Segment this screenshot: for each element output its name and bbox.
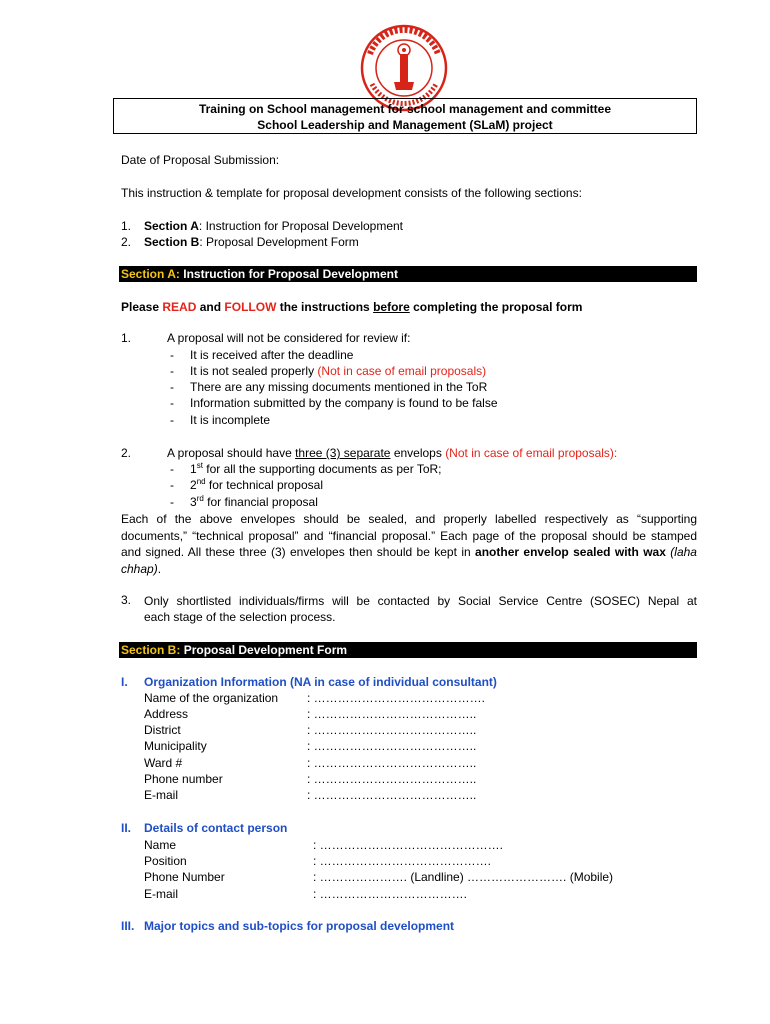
ward-field[interactable]: : ………………………………….. (307, 756, 477, 770)
field-label: District (144, 723, 181, 737)
field-label: Name (144, 838, 177, 852)
section-number: I. (121, 675, 128, 689)
item-1-text: A proposal will not be considered for review if: (167, 331, 411, 345)
read-and-follow-note: Please READ and FOLLOW the instructions before completing the proposal form (121, 300, 583, 314)
section-b-header: Section B: Proposal Development Form (119, 642, 697, 658)
list-item: It is not sealed properly (Not in case of email proposals) (190, 364, 487, 378)
major-topics-title: Major topics and sub-topics for proposal development (144, 919, 455, 933)
field-label: Position (144, 854, 187, 868)
field-label: Municipality (144, 739, 207, 753)
org-info-title: Organization Information (NA in case of individual consultant) (144, 675, 497, 689)
address-field[interactable]: : ………………………………….. (307, 707, 477, 721)
field-label: Name of the organization (144, 691, 279, 705)
contact-email-field[interactable]: : ………………………………. (313, 887, 468, 901)
list-item: It is incomplete (190, 413, 271, 427)
district-field[interactable]: : ………………………………….. (307, 723, 477, 737)
item-number: 1. (121, 331, 132, 345)
contact-phone-field[interactable]: : …………………. (Landline) ……………………. (Mobile) (313, 870, 614, 884)
list-item: There are any missing documents mentioned in the ToR (190, 380, 488, 394)
contact-person-title: Details of contact person (144, 821, 288, 835)
item-3-text: Only shortlisted individuals/firms will be contacted by Social Service Centre (SOSEC) Nepal at each stage of the selection process. (144, 594, 697, 624)
date-of-submission-label: Date of Proposal Submission: (121, 153, 280, 167)
field-label: Phone Number (144, 870, 225, 884)
organization-name-field[interactable]: : ……………………………………. (307, 691, 486, 705)
list-item: 1st for all the supporting documents as per ToR; (190, 461, 442, 476)
field-label: E-mail (144, 887, 179, 901)
title-line-2: School Leadership and Management (SLaM) project (257, 118, 553, 132)
document-title-box (113, 98, 697, 134)
section-list-item: 1. Section A: Instruction for Proposal Development (121, 219, 404, 233)
municipality-field[interactable]: : ………………………………….. (307, 739, 477, 753)
field-label: Phone number (144, 772, 223, 786)
title-line-1: Training on School management for school management and committee (198, 102, 612, 116)
item-2-text: A proposal should have three (3) separate envelops (Not in case of email proposals): (167, 446, 618, 460)
item-number: 2. (121, 446, 132, 460)
contact-position-field[interactable]: : ……………………………………. (313, 854, 492, 868)
field-label: Ward # (144, 756, 183, 770)
field-label: Address (144, 707, 189, 721)
list-item: Information submitted by the company is found to be false (190, 396, 498, 410)
section-number: III. (121, 919, 135, 933)
email-field[interactable]: : ………………………………….. (307, 788, 477, 802)
envelope-instructions-paragraph: Each of the above envelopes should be sealed, and properly labelled respectively as “supporting documents,” “technical proposal” and “financial proposal.” Each page of the proposal should be stamped and signed. All these three (3) envelopes then should be kept in another envelop sealed with wax (laha chhap). (121, 512, 697, 576)
list-item: It is received after the deadline (190, 348, 354, 362)
contact-name-field[interactable]: : ………………………………………. (313, 838, 504, 852)
field-label: E-mail (144, 788, 179, 802)
intro-instruction: This instruction & template for proposal development consists of the following sections: (121, 186, 582, 200)
section-number: II. (121, 821, 132, 835)
item-number: 3. (121, 593, 132, 607)
list-item: 2nd for technical proposal (190, 477, 323, 492)
list-item: 3rd for financial proposal (190, 494, 318, 509)
section-list-item: 2. Section B: Proposal Development Form (121, 235, 359, 249)
section-a-header: Section A: Instruction for Proposal Development (119, 266, 697, 282)
phone-number-field[interactable]: : ………………………………….. (307, 772, 477, 786)
